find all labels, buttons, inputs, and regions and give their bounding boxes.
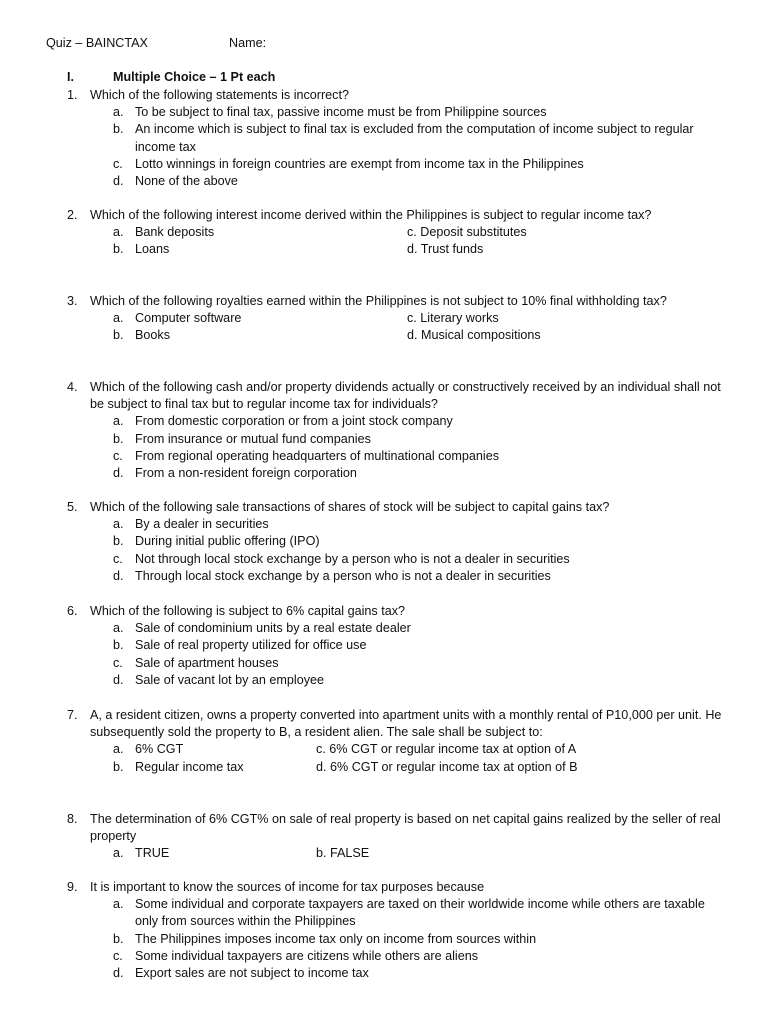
- question-number: 5.: [67, 500, 78, 514]
- option-text: The Philippines imposes income tax only on income from sources within: [135, 931, 537, 946]
- question-3: [67, 293, 727, 345]
- question-number: 9.: [67, 880, 78, 894]
- question-8: [67, 811, 727, 863]
- option-text: From domestic corporation or from a joint stock company: [135, 414, 453, 429]
- option-text: Through local stock exchange by a person who is not a dealer in securities: [135, 568, 551, 583]
- option-text: c. Deposit substitutes: [407, 225, 527, 240]
- option-row: [67, 845, 727, 862]
- option-letter: c.: [113, 655, 123, 670]
- option-item: [67, 620, 727, 637]
- question-stem: [67, 207, 727, 224]
- option-letter: c.: [113, 948, 123, 963]
- option-text: Not through local stock exchange by a person who is not a dealer in securities: [135, 551, 570, 566]
- option-list: [67, 413, 727, 482]
- option-letter: b.: [113, 122, 124, 137]
- option-item: [67, 965, 727, 982]
- option-row: [67, 241, 727, 258]
- option-row: [67, 759, 727, 776]
- question-stem: [67, 707, 727, 741]
- option-text: An income which is subject to final tax is excluded from the computation of income subject to regular income tax: [135, 122, 694, 154]
- option-item: [67, 448, 727, 465]
- option-text: Bank deposits: [135, 225, 215, 240]
- question-stem: [67, 811, 727, 845]
- question-number: 6.: [67, 604, 78, 618]
- option-letter: a.: [113, 414, 124, 429]
- option-item: [67, 931, 727, 948]
- option-text: From a non-resident foreign corporation: [135, 466, 357, 481]
- option-text: Lotto winnings in foreign countries are exempt from income tax in the Philippines: [135, 156, 584, 171]
- question-9: [67, 879, 727, 982]
- section-number: I.: [67, 70, 74, 84]
- question-text: Which of the following royalties earned within the Philippines is not subject to 10% final withholding tax?: [90, 294, 667, 308]
- option-text: b. FALSE: [316, 846, 370, 861]
- option-text: TRUE: [135, 846, 170, 861]
- option-list: [67, 620, 727, 689]
- question-stem: [67, 879, 727, 896]
- option-item: [67, 156, 727, 173]
- option-item: [67, 516, 727, 533]
- question-7: [67, 707, 727, 776]
- option-item: [67, 431, 727, 448]
- question-stem: [67, 87, 727, 104]
- option-text: Export sales are not subject to income tax: [135, 966, 369, 981]
- option-row: [67, 224, 727, 241]
- option-letter: a.: [113, 897, 124, 912]
- option-list: [67, 516, 727, 585]
- option-list: [67, 104, 727, 190]
- question-number: 7.: [67, 708, 78, 722]
- option-item: [67, 413, 727, 430]
- question-4: [67, 379, 727, 482]
- option-item: [67, 948, 727, 965]
- option-item: [67, 533, 727, 550]
- option-item: [67, 121, 727, 155]
- question-text: Which of the following cash and/or property dividends actually or constructively received by an individual shall not be subject to final tax but to regular income tax for individuals?: [90, 380, 721, 412]
- option-item: [67, 104, 727, 121]
- option-letter: b.: [113, 638, 124, 653]
- option-row: [67, 310, 727, 327]
- question-stem: [67, 293, 727, 310]
- option-item: [67, 655, 727, 672]
- option-list: [67, 896, 727, 982]
- question-number: 2.: [67, 208, 78, 222]
- option-letter: a.: [113, 105, 124, 120]
- option-letter: b.: [113, 242, 124, 257]
- option-text: c. Literary works: [407, 311, 499, 326]
- option-letter: a.: [113, 742, 124, 757]
- option-item: [67, 568, 727, 585]
- question-number: 3.: [67, 294, 78, 308]
- option-item: [67, 637, 727, 654]
- option-text: None of the above: [135, 174, 238, 189]
- option-text: Sale of condominium units by a real estate dealer: [135, 621, 411, 636]
- option-letter: d.: [113, 568, 124, 583]
- section-title: Multiple Choice – 1 Pt each: [113, 70, 276, 84]
- option-text: From insurance or mutual fund companies: [135, 431, 371, 446]
- option-text: Regular income tax: [135, 759, 244, 774]
- option-letter: c.: [113, 551, 123, 566]
- option-letter: a.: [113, 225, 124, 240]
- option-text: Sale of apartment houses: [135, 655, 279, 670]
- option-text: Computer software: [135, 311, 242, 326]
- option-letter: a.: [113, 517, 124, 532]
- option-letter: b.: [113, 931, 124, 946]
- option-letter: b.: [113, 534, 124, 549]
- question-text: Which of the following statements is incorrect?: [90, 88, 349, 102]
- question-1: [67, 87, 727, 190]
- quiz-header: [46, 35, 267, 52]
- option-text: Sale of vacant lot by an employee: [135, 672, 325, 687]
- quiz-title: Quiz – BAINCTAX: [46, 36, 148, 50]
- option-letter: b.: [113, 759, 124, 774]
- option-text: d. 6% CGT or regular income tax at option of B: [316, 759, 578, 774]
- question-text: Which of the following is subject to 6% capital gains tax?: [90, 604, 406, 618]
- option-letter: c.: [113, 156, 123, 171]
- name-label: Name:: [229, 36, 267, 50]
- question-text: A, a resident citizen, owns a property converted into apartment units with a monthly rental of P10,000 per unit. He subsequently sold the property to B, a resident alien. The sale shall be subject to:: [90, 708, 722, 740]
- option-letter: d.: [113, 174, 124, 189]
- question-text: It is important to know the sources of income for tax purposes because: [90, 880, 485, 894]
- option-letter: d.: [113, 966, 124, 981]
- section-heading: [67, 69, 275, 86]
- question-stem: [67, 379, 727, 413]
- option-text: Some individual and corporate taxpayers are taxed on their worldwide income while others are taxable only from sources within the Philippines: [135, 897, 705, 929]
- option-text: Loans: [135, 242, 170, 257]
- option-text: d. Musical compositions: [407, 328, 541, 343]
- option-item: [67, 896, 727, 930]
- option-text: By a dealer in securities: [135, 517, 269, 532]
- question-stem: [67, 603, 727, 620]
- option-item: [67, 465, 727, 482]
- question-text: Which of the following interest income derived within the Philippines is subject to regular income tax?: [90, 208, 652, 222]
- question-number: 8.: [67, 812, 78, 826]
- option-item: [67, 173, 727, 190]
- option-text: From regional operating headquarters of multinational companies: [135, 448, 500, 463]
- option-text: To be subject to final tax, passive income must be from Philippine sources: [135, 105, 547, 120]
- option-item: [67, 672, 727, 689]
- option-letter: c.: [113, 448, 123, 463]
- question-6: [67, 603, 727, 689]
- question-text: Which of the following sale transactions of shares of stock will be subject to capital gains tax?: [90, 500, 610, 514]
- option-text: During initial public offering (IPO): [135, 534, 320, 549]
- option-letter: b.: [113, 328, 124, 343]
- option-text: Some individual taxpayers are citizens while others are aliens: [135, 948, 479, 963]
- option-letter: d.: [113, 466, 124, 481]
- question-number: 1.: [67, 88, 78, 102]
- option-letter: d.: [113, 672, 124, 687]
- option-row: [67, 741, 727, 758]
- question-5: [67, 499, 727, 585]
- option-row: [67, 327, 727, 344]
- option-letter: a.: [113, 621, 124, 636]
- question-2: [67, 207, 727, 259]
- option-text: c. 6% CGT or regular income tax at option of A: [316, 742, 577, 757]
- option-text: Sale of real property utilized for office use: [135, 638, 367, 653]
- option-text: d. Trust funds: [407, 242, 484, 257]
- question-text: The determination of 6% CGT% on sale of real property is based on net capital gains realized by the seller of real property: [90, 812, 721, 844]
- option-letter: b.: [113, 431, 124, 446]
- question-stem: [67, 499, 727, 516]
- option-letter: a.: [113, 311, 124, 326]
- question-number: 4.: [67, 380, 78, 394]
- option-text: Books: [135, 328, 171, 343]
- option-letter: a.: [113, 846, 124, 861]
- option-item: [67, 551, 727, 568]
- option-text: 6% CGT: [135, 742, 184, 757]
